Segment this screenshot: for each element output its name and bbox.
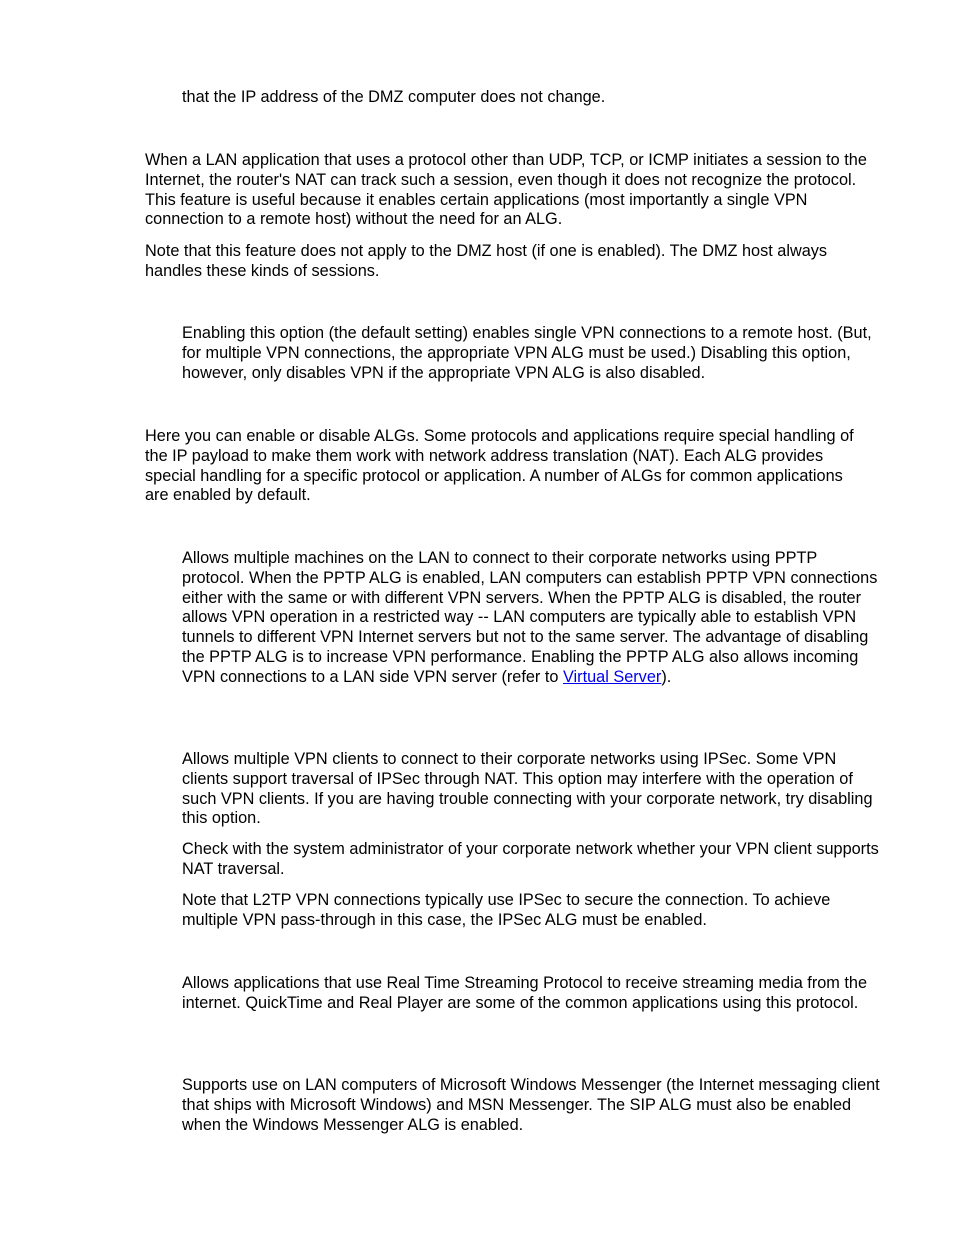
pptp-alg-paragraph: [182, 549, 882, 688]
rtsp-alg-paragraph: Allows applications that use Real Time Streaming Protocol to receive streaming media from the internet. QuickTime and Real Player are some of the common applications using this protocol.: [182, 974, 868, 1012]
ipsec-nat-traversal-paragraph: Check with the system administrator of your corporate network whether your VPN client supports NAT traversal.: [182, 840, 879, 878]
windows-messenger-alg-paragraph: Supports use on LAN computers of Microsoft Windows Messenger (the Internet messaging client that ships with Microsoft Windows) and MSN Messenger. The SIP ALG must also be enabled when the Windows Messenger ALG is enabled.: [182, 1076, 880, 1134]
dmz-ip-text: that the IP address of the DMZ computer does not change.: [182, 88, 606, 106]
option-description-paragraph: Enabling this option (the default setting) enables single VPN connections to a remote host. (But, for multiple VPN connections, the appropriate VPN ALG must be used.) Disabling this option, however, only disables VPN if the appropriate VPN ALG is also disabled.: [182, 324, 872, 382]
dmz-note-paragraph: Note that this feature does not apply to the DMZ host (if one is enabled). The DMZ host always handles these kinds of sessions.: [145, 242, 828, 280]
ipsec-alg-paragraph: Allows multiple VPN clients to connect to their corporate networks using IPSec. Some VPN clients support traversal of IPSec through NAT. This option may interfere with the operation of such VPN clients. If you are having trouble connecting with your corporate network, try disabling this option.: [182, 750, 873, 828]
other-protocols-paragraph: When a LAN application that uses a protocol other than UDP, TCP, or ICMP initiates a session to the Internet, the router's NAT can track such a session, even though it does not recognize the protocol. This feature is useful because it enables certain applications (most importantly a single VPN connection to a remote host) without the need for an ALG.: [145, 151, 867, 229]
ipsec-l2tp-note-paragraph: Note that L2TP VPN connections typically use IPSec to secure the connection. To achieve multiple VPN pass-through in this case, the IPSec ALG must be enabled.: [182, 891, 831, 929]
alg-intro-paragraph: Here you can enable or disable ALGs. Some protocols and applications require special handling of the IP payload to make them work with network address translation (NAT). Each ALG provides special handling for a specific protocol or application. A number of ALGs for common applications are enabled by default.: [145, 427, 854, 505]
pptp-alg-text: Allows multiple machines on the LAN to connect to their corporate networks using PPTP protocol. When the PPTP ALG is enabled, LAN computers can establish PPTP VPN connections either with the same or with different VPN servers. When the PPTP ALG is disabled, the router allows VPN operation in a restricted way -- LAN computers are typically able to establish VPN tunnels to different VPN Internet servers but not to the same server. The advantage of disabling the PPTP ALG is to increase VPN performance. Enabling the PPTP ALG also allows incoming VPN connections to a LAN side VPN server (refer to: [182, 549, 878, 686]
virtual-server-link[interactable]: Virtual Server: [562, 667, 662, 686]
pptp-alg-suffix: ).: [661, 667, 672, 686]
